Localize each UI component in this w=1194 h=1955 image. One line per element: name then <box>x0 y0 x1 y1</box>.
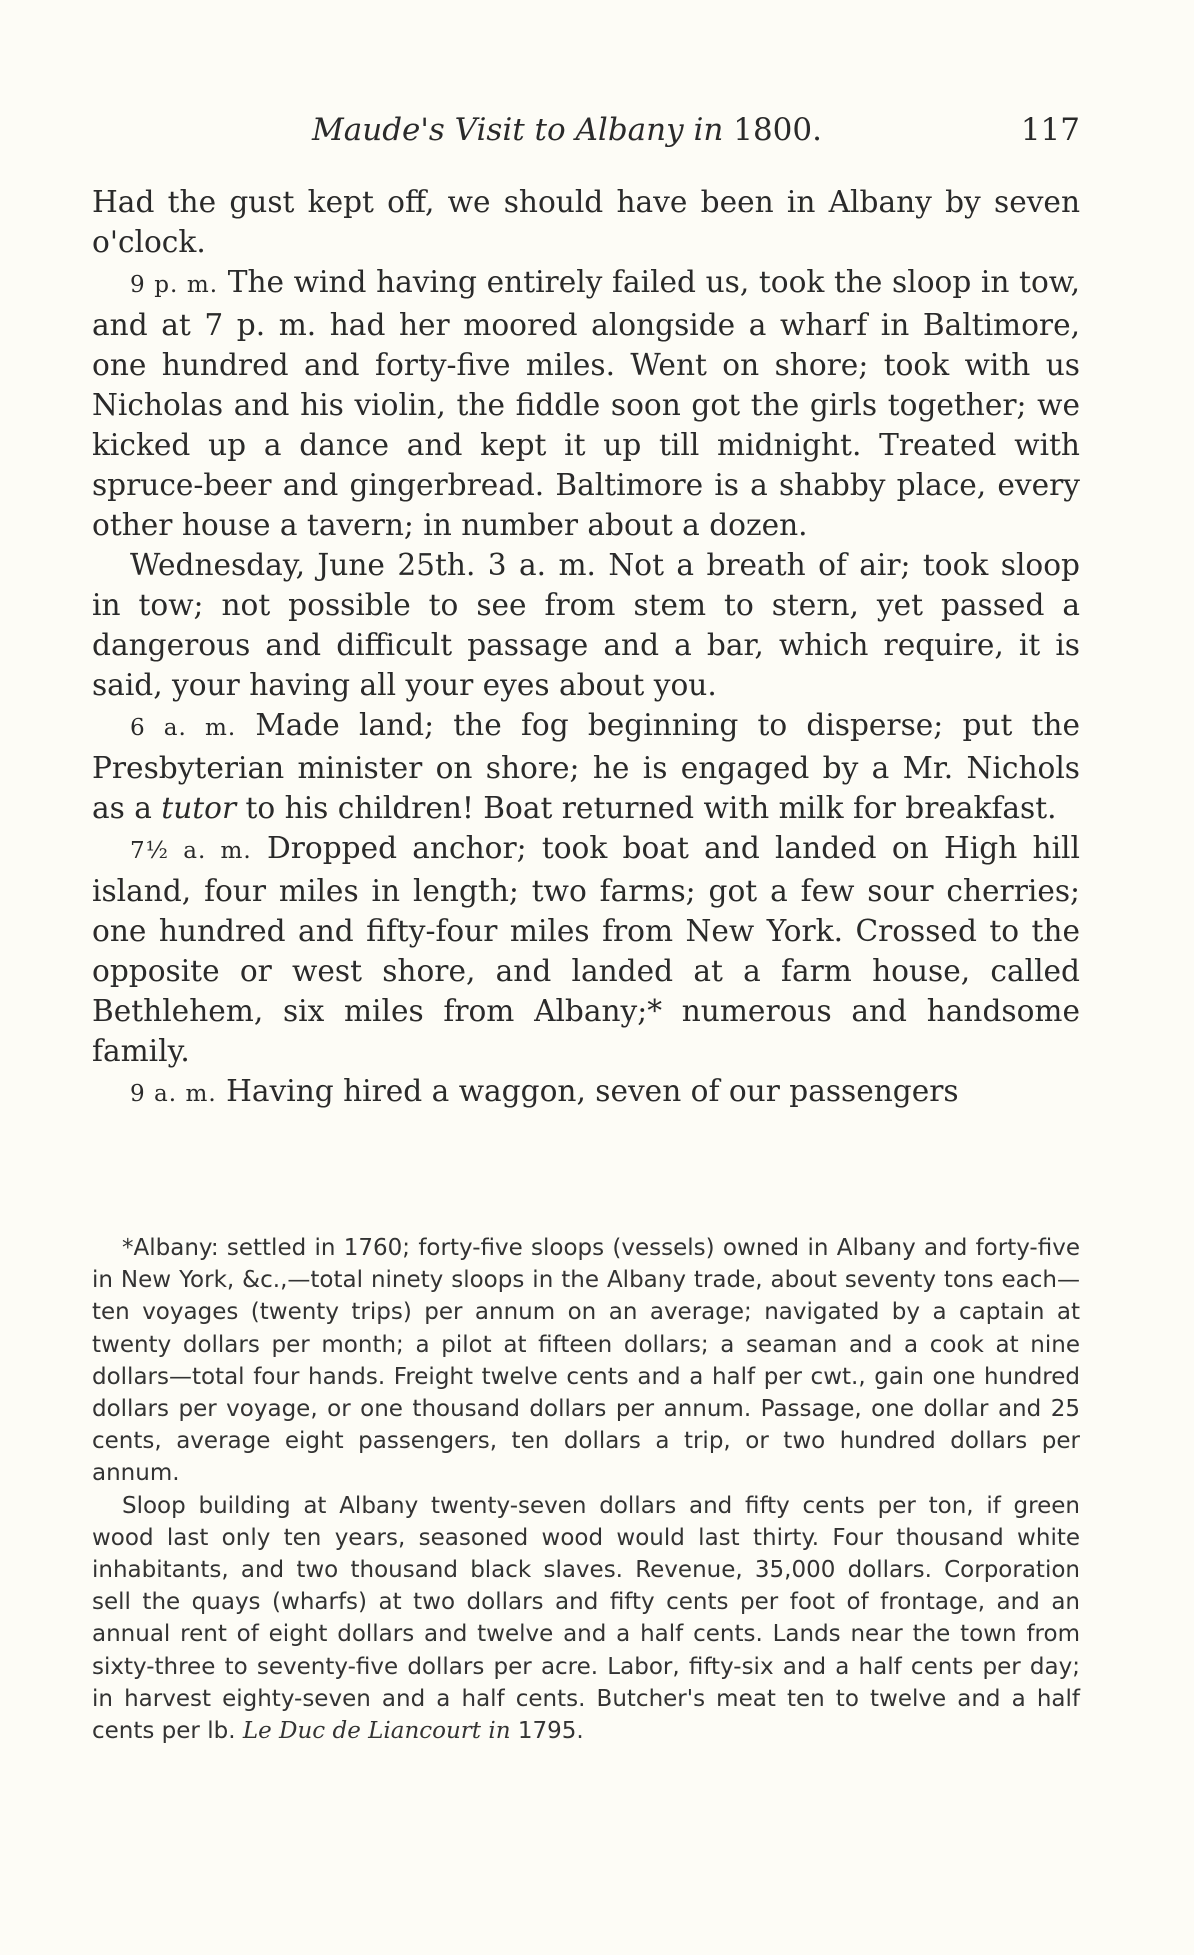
paragraph <box>92 262 1080 545</box>
date-lead: Wednesday, June 25th. 3 a. m. <box>130 548 596 582</box>
paragraph-text: Not a breath of air; took sloop in tow; not possible to see from stem to stern, yet passed a dangerous and difficult passage and a bar, which require, it is said, your having all your eyes about you. <box>92 548 1080 702</box>
body-text <box>92 182 1080 1114</box>
paragraph <box>92 828 1080 1071</box>
running-head <box>92 112 1080 162</box>
paragraph-text: Made land; the fog beginning to disperse; put the Presbyterian minister on shore; he is engaged by a Mr. Nichols as a <box>92 708 1080 825</box>
running-title-italic: Maude's Visit to Albany in <box>312 112 724 148</box>
paragraph <box>92 705 1080 828</box>
paragraph-text: Dropped anchor; took boat and landed on High hill island, four miles in length; two farms; got a few sour cherries; one hundred and fifty-four miles from New York. Crossed to the opposite or west shore, and landed at a farm house, called Bethlehem, six miles from Albany;* numerous and handsome family. <box>92 831 1080 1068</box>
footnote-block <box>92 1232 1080 1747</box>
footnote-text: *Albany: settled in 1760; forty-five sloops (vessels) owned in Albany and forty-five in New York, &c.,—total ninety sloops in the Albany trade, about seventy tons each—ten voyages (twenty trips) per annum on an average; navigated by a captain at twenty dollars per month; a pilot at fifteen dollars; a seaman and a cook at nine dollars—total four hands. Freight twelve cents and a half per cwt., gain one hundred dollars per voyage, or one thousand dollars per annum. Passage, one dollar and 25 cents, average eight passengers, ten dollars a trip, or two hundred dollars per annum. <box>92 1235 1080 1487</box>
footnote-citation: Le Duc de Liancourt in <box>242 1718 511 1745</box>
time-lead: 6 a. m. <box>130 715 237 741</box>
time-lead: 7½ a. m. <box>130 838 252 864</box>
paragraph-text: Having hired a waggon, seven of our passengers <box>216 1074 959 1108</box>
running-title <box>312 112 822 148</box>
paragraph <box>92 1071 1080 1114</box>
running-title-year: 1800. <box>733 112 822 148</box>
footnote-text: Sloop building at Albany twenty-seven dollars and fifty cents per ton, if green wood last only ten years, seasoned wood would last thirty. Four thousand white inhabitants, and two thousand black slaves. Revenue, 35,000 dollars. Corporation sell the quays (wharfs) at two dollars and fifty cents per foot of frontage, and an annual rent of eight dollars and twelve and a half cents. Lands near the town from sixty-three to seventy-five dollars per acre. Labor, fifty-six and a half cents per day; in harvest eighty-seven and a half cents. Butcher's meat ten to twelve and a half cents per lb. <box>92 1492 1080 1745</box>
paragraph-text: Had the gust kept off, we should have been in Albany by seven o'clock. <box>92 185 1080 259</box>
footnote-paragraph <box>92 1232 1080 1490</box>
paragraph <box>92 182 1080 262</box>
paragraph <box>92 545 1080 705</box>
footnote-citation-year: 1795. <box>517 1718 584 1745</box>
paragraph-text: The wind having entirely failed us, took the sloop in tow, and at 7 p. m. had her moored alongside a wharf in Baltimore, one hundred and forty-five miles. Went on shore; took with us Nicholas and his violin, the fiddle soon got the girls together; we kicked up a dance and kept it up till midnight. Treated with spruce-beer and gingerbread. Baltimore is a shabby place, every other house a tavern; in number about a dozen. <box>92 265 1080 542</box>
time-lead: 9 p. m. <box>130 272 219 298</box>
italic-word: tutor <box>161 791 237 825</box>
footnote-paragraph <box>92 1490 1080 1748</box>
time-lead: 9 a. m. <box>130 1081 217 1107</box>
paragraph-tail: to his children! Boat returned with milk for breakfast. <box>236 791 1057 825</box>
page-number: 117 <box>1020 112 1080 148</box>
